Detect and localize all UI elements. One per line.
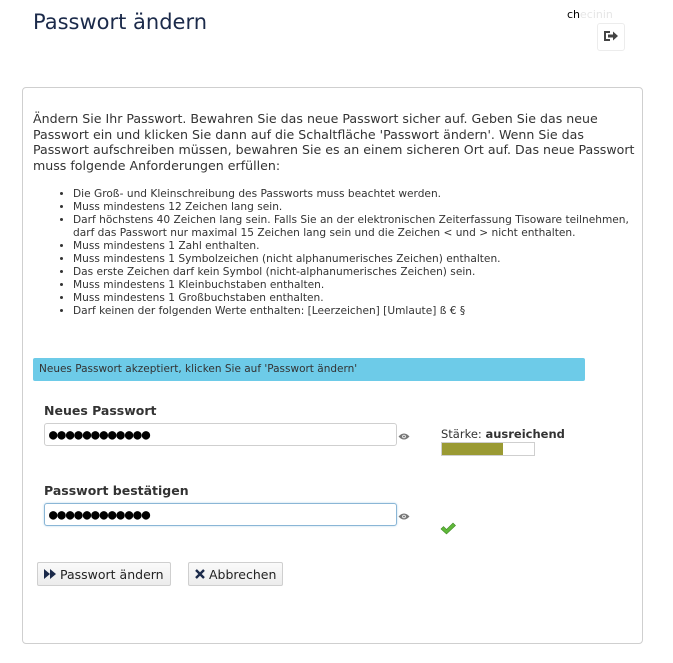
checkmark-icon xyxy=(440,520,456,539)
cancel-button-label: Abbrechen xyxy=(209,566,277,582)
strength-indicator xyxy=(441,427,565,441)
page-title: Passwort ändern xyxy=(33,10,208,34)
strength-bar xyxy=(441,442,535,456)
user-name-visible: ch xyxy=(567,8,581,21)
submit-button-label: Passwort ändern xyxy=(60,566,164,582)
close-icon xyxy=(195,569,205,579)
new-password-input[interactable] xyxy=(44,423,397,446)
logout-icon xyxy=(603,28,619,47)
eye-icon[interactable] xyxy=(398,511,410,521)
list-item: • Muss mindestens 1 Symbolzeichen (nicht alphanumerisches Zeichen) enthalten. xyxy=(73,253,653,266)
status-alert: Neues Passwort akzeptiert, klicken Sie auf 'Passwort ändern' xyxy=(33,358,585,381)
fast-forward-icon xyxy=(44,569,56,579)
list-item: • Darf höchstens 40 Zeichen lang sein. Falls Sie an der elektronischen Zeiterfassung Tisoware teilnehmen, darf das Passwort nur maximal 15 Zeichen lang sein und die Zeichen < und > nicht enthalten. xyxy=(73,214,653,240)
user-name xyxy=(567,8,613,21)
intro-text: Ändern Sie Ihr Passwort. Bewahren Sie das neue Passwort sicher auf. Geben Sie das neue Passwort ein und klicken Sie dann auf die Schaltfläche 'Passwort ändern'. Wenn Sie das Passwort aufschreiben müssen, bewahren Sie es an einem sicheren Ort auf. Das neue Passwort muss folgende Anforderungen erfüllen: xyxy=(33,111,635,173)
requirements-list xyxy=(55,188,653,318)
list-item: • Muss mindestens 12 Zeichen lang sein. xyxy=(73,201,653,214)
submit-button[interactable] xyxy=(37,562,171,586)
list-item: • Muss mindestens 1 Zahl enthalten. xyxy=(73,240,653,253)
user-name-faded: ecinin xyxy=(580,8,613,21)
list-item: • Die Groß- und Kleinschreibung des Passworts muss beachtet werden. xyxy=(73,188,653,201)
list-item: • Muss mindestens 1 Kleinbuchstaben enthalten. xyxy=(73,279,653,292)
logout-button[interactable] xyxy=(597,23,625,51)
strength-label: Stärke: xyxy=(441,427,482,441)
strength-bar-fill xyxy=(442,443,503,455)
new-password-label: Neues Passwort xyxy=(44,403,157,418)
confirm-password-label: Passwort bestätigen xyxy=(44,483,189,498)
list-item: • Darf keinen der folgenden Werte enthalten: [Leerzeichen] [Umlaute] ß € § xyxy=(73,305,653,318)
confirm-password-input[interactable] xyxy=(44,503,397,526)
eye-icon[interactable] xyxy=(398,431,410,441)
cancel-button[interactable] xyxy=(188,562,283,586)
list-item: • Das erste Zeichen darf kein Symbol (nicht-alphanumerisches Zeichen) sein. xyxy=(73,266,653,279)
list-item: • Muss mindestens 1 Großbuchstaben enthalten. xyxy=(73,292,653,305)
strength-value: ausreichend xyxy=(485,427,565,441)
